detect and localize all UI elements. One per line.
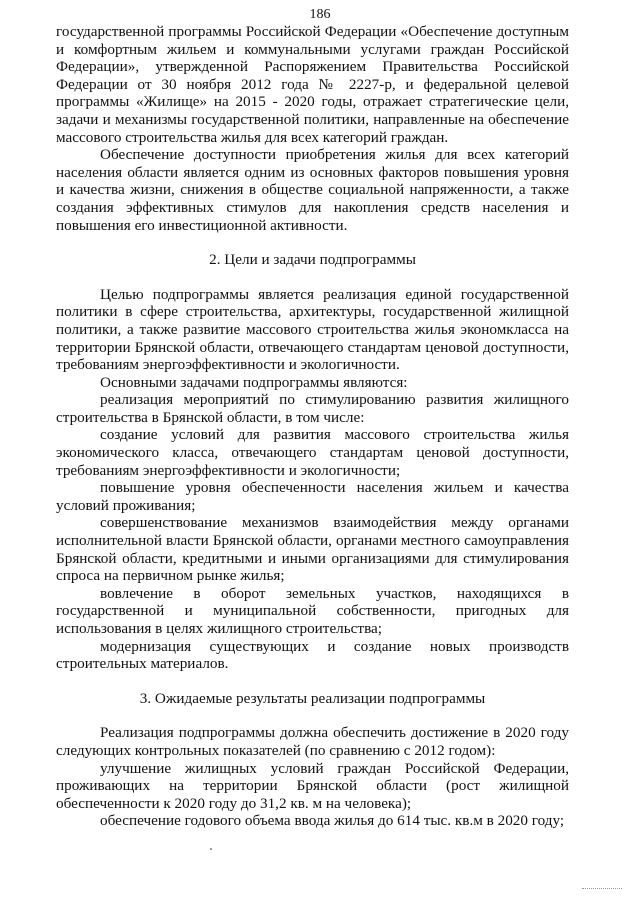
section-heading-goals: 2. Цели и задачи подпрограммы [209, 251, 416, 269]
document-body [56, 23, 569, 830]
paragraph-tasks-intro: Основными задачами подпрограммы являются: [100, 373, 408, 391]
paragraph-goal: Целью подпрограммы является реализация единой государственной политики в сфере строительства, архитектуры, государственной жилищной политики, а также развитие массового строительства жилья экономкласса на территории Брянской области, отвечающего стандартам ценовой доступности, требованиям энергоэффективности и экологичности. [56, 285, 569, 374]
scan-artifact [582, 888, 622, 890]
list-item-result: улучшение жилищных условий граждан Российской Федерации, проживающих на территории Брянской области (рост жилищной обеспеченности к 2020 году до 31,2 кв. м на человека); [56, 759, 569, 812]
list-item-task: совершенствование механизмов взаимодействия между органами исполнительной власти Брянской области, органами местного самоуправления Брянской области, кредитными и иными организациями для стимулирования спроса на первичном рынке жилья; [56, 514, 569, 585]
scan-speck [210, 848, 212, 850]
list-item-task: создание условий для развития массового строительства жилья экономического класса, отвечающего стандартам ценовой доступности, требованиям энергоэффективности и экологичности; [56, 426, 569, 479]
paragraph-results-intro: Реализация подпрограммы должна обеспечить достижение в 2020 году следующих контрольных показателей (по сравнению с 2012 годом): [56, 724, 569, 759]
list-item-task: вовлечение в оборот земельных участков, находящихся в государственной и муниципальной собственности, пригодных для использования в целях жилищного строительства; [56, 584, 569, 637]
list-item-result: обеспечение годового объема ввода жилья до 614 тыс. кв.м в 2020 году; [100, 812, 565, 830]
paragraph-housing-affordability: Обеспечение доступности приобретения жилья для всех категорий населения области является одним из основных факторов повышения уровня и качества жизни, снижения в обществе социальной напряженности, а также создания эффективных стимулов для накопления средств населения и повышения его инвестиционной активности. [56, 146, 569, 234]
list-item-task: реализация мероприятий по стимулированию развития жилищного строительства в Брянской области, в том числе: [56, 391, 569, 426]
page-number: 186 [309, 7, 331, 22]
section-heading-results: 3. Ожидаемые результаты реализации подпрограммы [139, 689, 486, 707]
list-item-task: повышение уровня обеспеченности населения жильем и качества условий проживания; [56, 479, 569, 514]
paragraph-intro-continuation: государственной программы Российской Федерации «Обеспечение доступным и комфортным жильем и коммунальными услугами граждан Российской Федерации», утвержденной Распоряжением Правительства Российской Федерации от 30 ноября 2012 года № 2227-р, и федеральной целевой программы «Жилище» на 2015 - 2020 годы, отражает стратегические цели, задачи и механизмы государственной политики, направленные на обеспечение массового строительства жилья для всех категорий граждан. [56, 23, 569, 146]
list-item-task: модернизация существующих и создание новых производств строительных материалов. [56, 637, 569, 673]
